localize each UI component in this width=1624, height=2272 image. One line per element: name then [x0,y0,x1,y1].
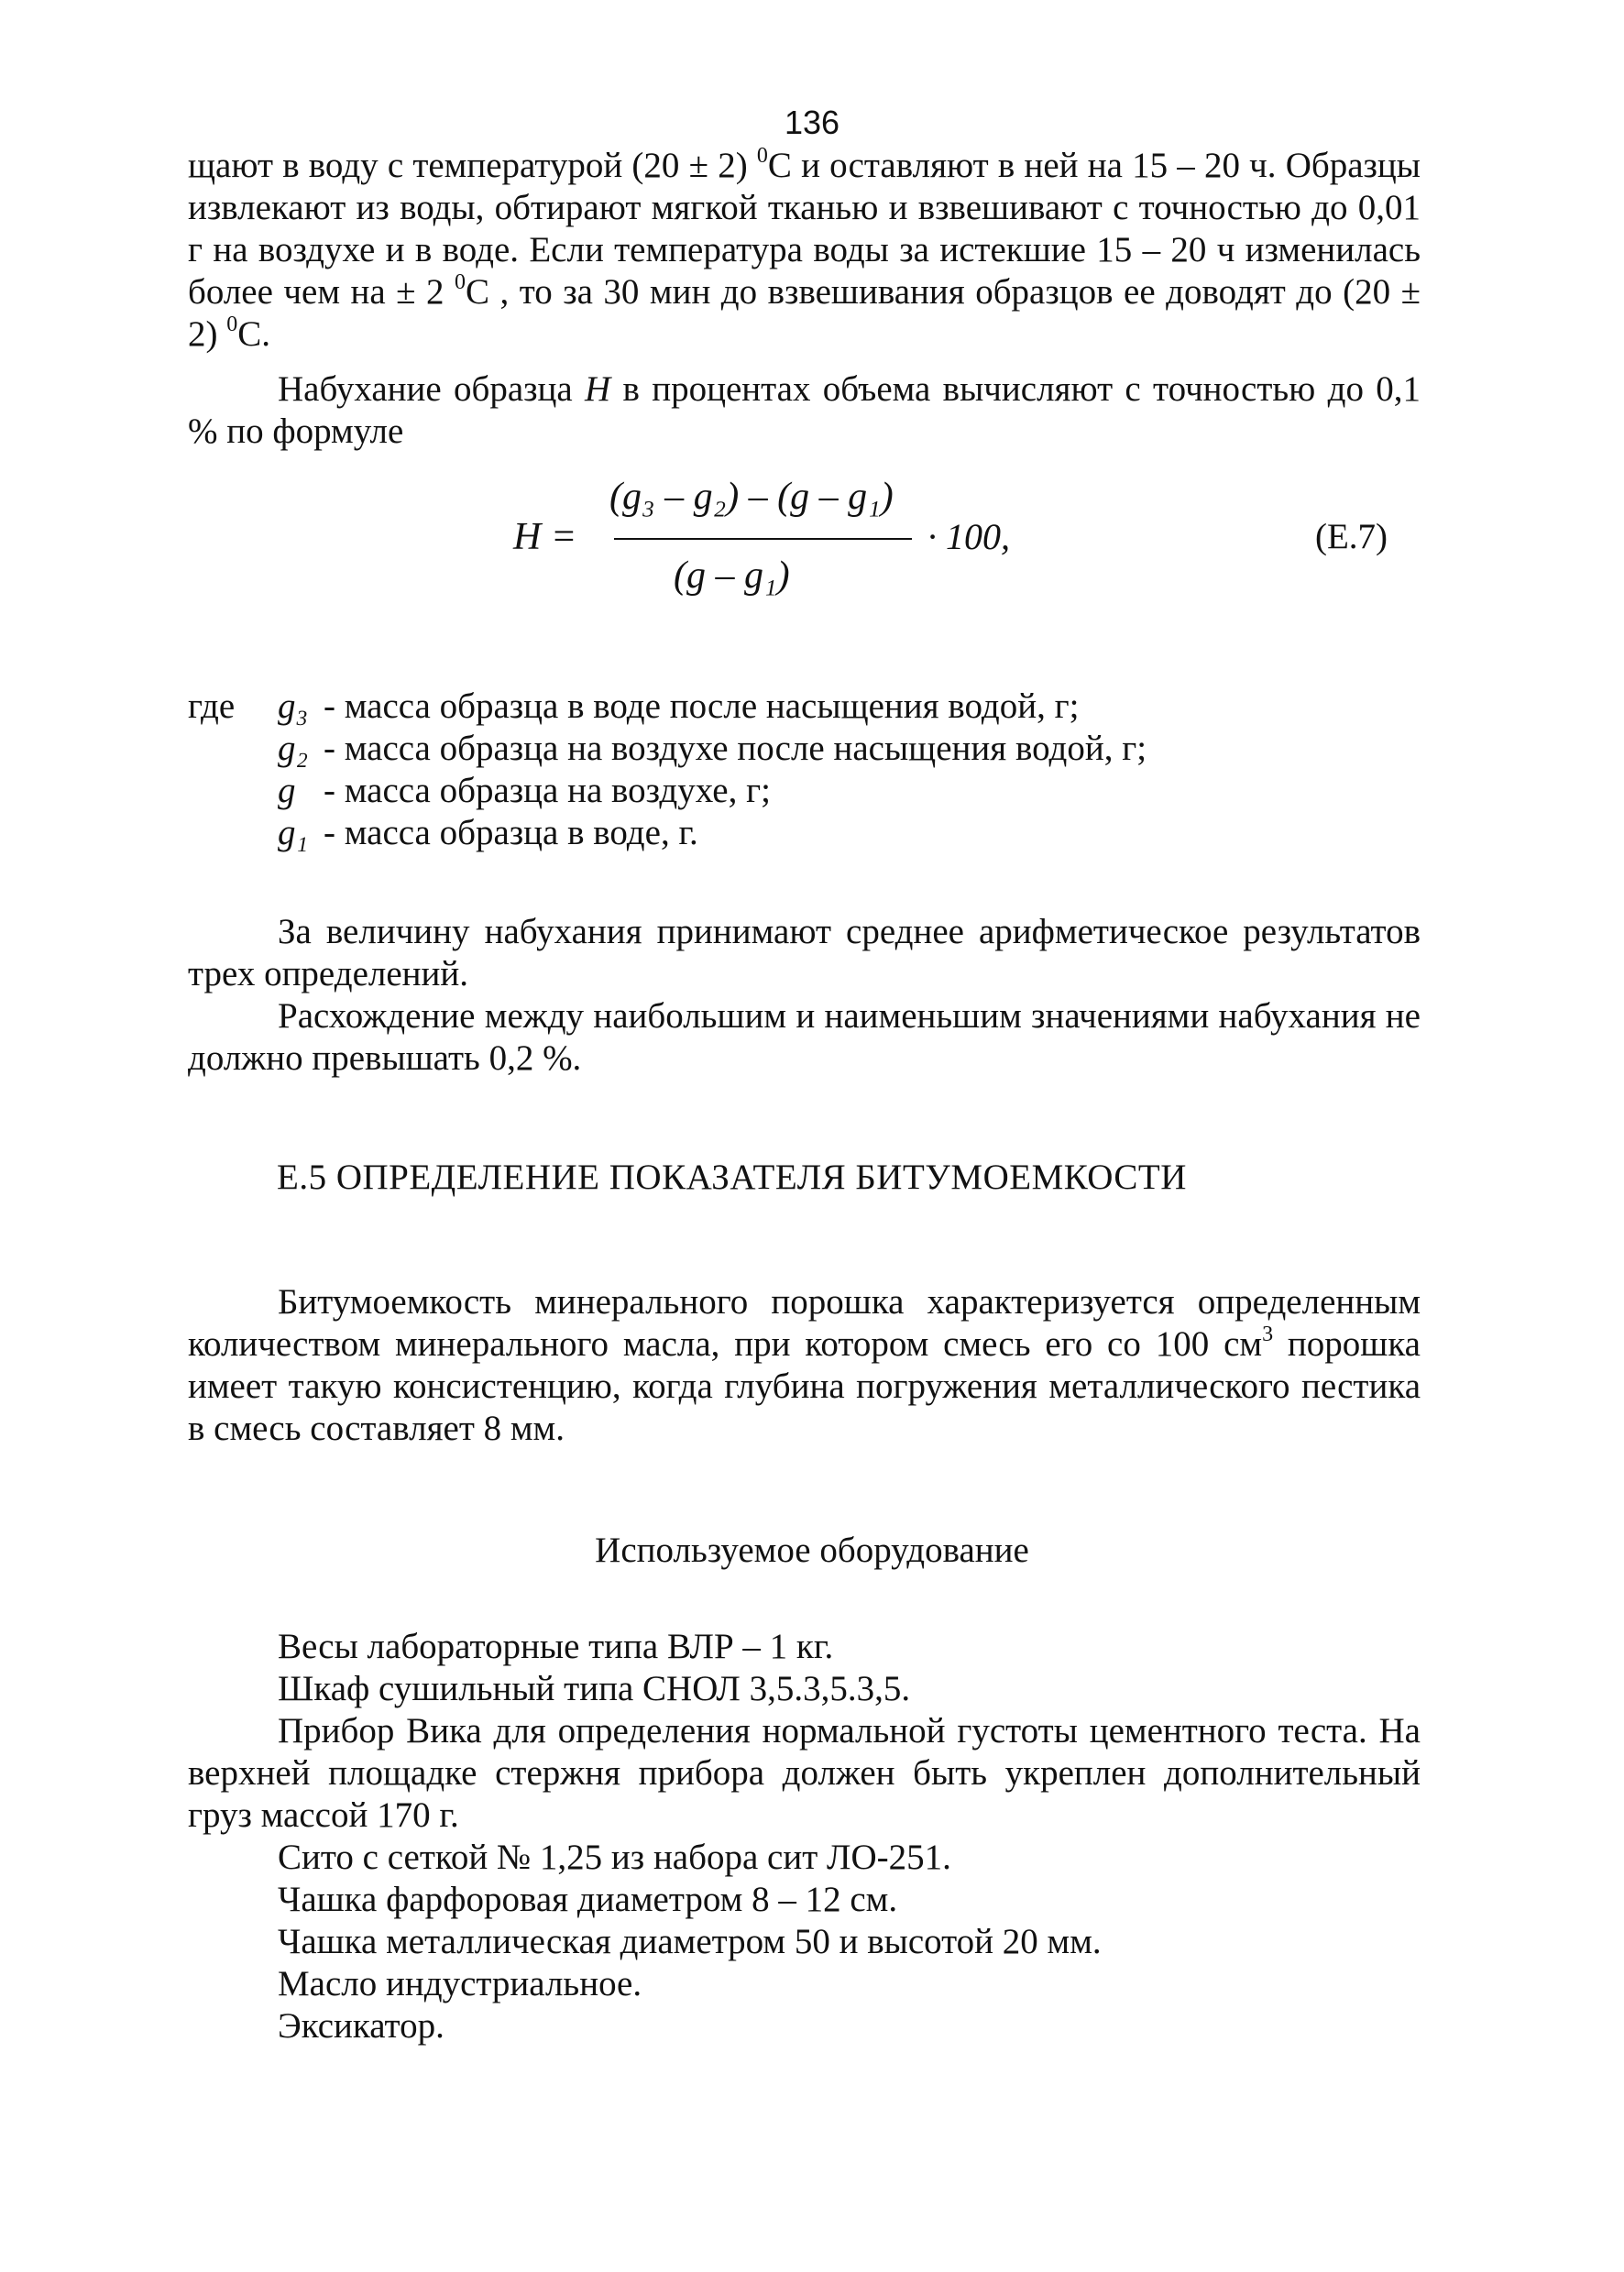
swelling-paragraph [188,368,1421,453]
result-text-2: Расхождение между наибольшим и наименьшим значениями набухания не должно превышать 0,2 %. [188,996,1421,1078]
formula-e7 [0,463,1624,619]
equipment-item-oven: Шкаф сушильный типа СНОЛ 3,5.3,5.3,5. [278,1669,911,1708]
definition-text: - масса образца на воздухе после насыщения водой, г; [324,729,1147,768]
intro-paragraph [188,145,1421,356]
section-heading: Е.5 ОПРЕДЕЛЕНИЕ ПОКАЗАТЕЛЯ БИТУМОЕМКОСТИ [277,1158,1187,1197]
formula-denominator: (g – g₁) [674,554,790,597]
equipment-item-vicat: Прибор Вика для определения нормальной густоты цементного теста. На верхней площадке стержня прибора должен быть укреплен дополнительный груз массой 170 г. [188,1711,1421,1835]
equipment-item-sieve: Сито с сеткой № 1,25 из набора сит ЛО-251. [278,1838,951,1877]
page-number: 136 [784,104,840,141]
equipment-item-oil: Масло индустриальное. [278,1964,642,2003]
definition-var: g [278,771,296,810]
definition-var: g₂ [278,729,309,768]
equipment-list [188,1626,1421,2047]
swelling-text: Набухание образца H в процентах объема вычисляют с точностью до 0,1 % по формуле [188,369,1421,451]
equipment-item-porcelain-bowl: Чашка фарфоровая диаметром 8 – 12 см. [278,1880,898,1919]
equipment-item-metal-bowl: Чашка металлическая диаметром 50 и высотой 20 мм. [278,1922,1102,1961]
definition-text: - масса образца на воздухе, г; [324,771,771,810]
definition-var: g₁ [278,813,309,852]
formula-multiplier: · 100, [927,516,1010,557]
bitumen-paragraph [188,1281,1421,1450]
equipment-heading: Используемое оборудование [595,1531,1029,1570]
bitumen-text: Битумоемкость минерального порошка характеризуется определенным количеством минерального масла, при котором смесь его со 100 $см^3$ порошка имеет такую консистенцию, когда глубина погружения металлического пестика в смесь составляет 8 мм. [188,1282,1421,1448]
result-paragraphs [188,911,1421,1080]
formula-lhs: H = [513,516,577,558]
formula-numerator: (g₃ – g₂) – (g – g₁) [609,476,894,518]
equipment-item-scales: Весы лабораторные типа ВЛР – 1 кг. [278,1627,834,1666]
where-label: где [188,686,236,726]
formula-reference: (Е.7) [1315,517,1388,556]
fraction-bar [614,538,912,540]
definition-var: g₃ [278,686,309,726]
definition-text: - масса образца в воде после насыщения водой, г; [324,686,1080,726]
definition-text: - масса образца в воде, г. [324,813,698,852]
intro-text: щают в воду с температурой (20 ± 2) $^0$С и оставляют в ней на 15 – 20 ч. Образцы извлекают из воды, обтирают мягкой тканью и взвешивают с точностью до 0,01 г на воздухе и в воде. Если температура воды за истекшие 15 – 20 ч изменилась более чем на ± 2 $^0$С , то за 30 мин до взвешивания образцов ее доводят до (20 ± 2) $^0$С. [188,144,1421,354]
result-text-1: За величину набухания принимают среднее арифметическое результатов трех определений. [188,912,1421,993]
equipment-item-desiccator: Эксикатор. [278,2006,444,2046]
